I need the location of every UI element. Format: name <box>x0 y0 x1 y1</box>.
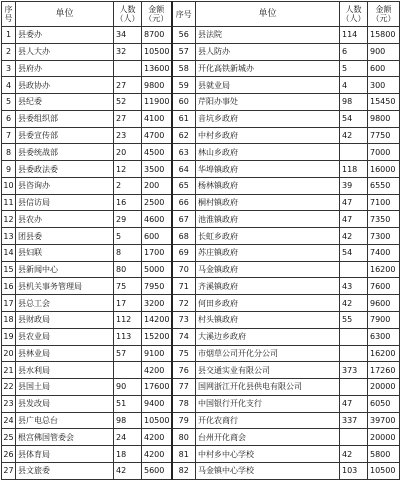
row-people-left: 112 <box>114 312 142 329</box>
row-seq-left: 15 <box>2 261 16 278</box>
row-amount-left: 8700 <box>142 27 172 44</box>
row-people-left: 17 <box>114 295 142 312</box>
row-amount-left: 15200 <box>142 328 172 345</box>
row-amount-left: 4200 <box>142 362 172 379</box>
header-seq-right: 序号 <box>172 2 196 27</box>
row-amount-right: 9800 <box>368 110 400 127</box>
row-people-right <box>340 429 368 446</box>
row-people-right <box>340 379 368 396</box>
row-unit-right: 县交通实业有限公司 <box>196 362 340 379</box>
table-row <box>2 127 400 144</box>
row-amount-right: 16200 <box>368 345 400 362</box>
row-unit-right: 音坑乡政府 <box>196 110 340 127</box>
row-amount-right: 39700 <box>368 412 400 429</box>
row-unit-right: 中村乡中心学校 <box>196 446 340 463</box>
row-unit-left: 县委政法委 <box>16 161 114 178</box>
row-people-right: 42 <box>340 228 368 245</box>
row-people-right <box>340 328 368 345</box>
row-amount-left: 200 <box>142 177 172 194</box>
row-seq-right: 61 <box>172 110 196 127</box>
table-row <box>2 144 400 161</box>
row-seq-right: 60 <box>172 94 196 111</box>
row-people-left: 29 <box>114 211 142 228</box>
row-seq-left: 25 <box>2 429 16 446</box>
row-unit-right: 开化高铁新城办 <box>196 60 340 77</box>
row-seq-right: 70 <box>172 261 196 278</box>
row-unit-right: 村头镇政府 <box>196 312 340 329</box>
row-amount-left: 5600 <box>142 462 172 479</box>
row-seq-right: 68 <box>172 228 196 245</box>
row-amount-right: 15450 <box>368 94 400 111</box>
row-seq-left: 26 <box>2 446 16 463</box>
row-amount-right: 300 <box>368 77 400 94</box>
row-amount-left: 3500 <box>142 161 172 178</box>
row-people-right: 118 <box>340 161 368 178</box>
table-row <box>2 27 400 44</box>
row-people-left: 24 <box>114 429 142 446</box>
table-body <box>2 27 400 480</box>
row-seq-left: 9 <box>2 161 16 178</box>
row-people-right: 47 <box>340 211 368 228</box>
row-unit-left: 根宫佛国管委会 <box>16 429 114 446</box>
row-seq-left: 22 <box>2 379 16 396</box>
row-seq-right: 63 <box>172 144 196 161</box>
row-people-left <box>114 60 142 77</box>
row-people-right: 4 <box>340 77 368 94</box>
row-amount-right: 7600 <box>368 278 400 295</box>
header-unit-right: 单位 <box>196 2 340 27</box>
row-people-right: 98 <box>340 94 368 111</box>
row-people-left: 80 <box>114 261 142 278</box>
row-people-left: 27 <box>114 110 142 127</box>
row-seq-left: 23 <box>2 395 16 412</box>
row-seq-left: 10 <box>2 177 16 194</box>
row-unit-left: 县新闻中心 <box>16 261 114 278</box>
row-people-left: 52 <box>114 94 142 111</box>
row-people-left: 75 <box>114 278 142 295</box>
row-people-left: 113 <box>114 328 142 345</box>
row-people-left: 18 <box>114 446 142 463</box>
row-seq-right: 57 <box>172 43 196 60</box>
row-seq-right: 56 <box>172 27 196 44</box>
row-unit-left: 县委宣传部 <box>16 127 114 144</box>
row-seq-left: 16 <box>2 278 16 295</box>
row-seq-left: 1 <box>2 27 16 44</box>
row-people-right: 47 <box>340 194 368 211</box>
row-people-left: 42 <box>114 462 142 479</box>
row-seq-left: 4 <box>2 77 16 94</box>
table-row <box>2 228 400 245</box>
row-amount-left: 10500 <box>142 43 172 60</box>
row-unit-right: 市烟草公司开化分公司 <box>196 345 340 362</box>
row-unit-left: 县人大办 <box>16 43 114 60</box>
row-amount-right: 7300 <box>368 228 400 245</box>
row-people-left: 51 <box>114 395 142 412</box>
row-unit-right: 芹阳办事处 <box>196 94 340 111</box>
donation-table <box>1 1 400 480</box>
row-amount-left: 1700 <box>142 244 172 261</box>
row-people-right: 5 <box>340 60 368 77</box>
row-unit-left: 县咨询办 <box>16 177 114 194</box>
row-amount-right: 6550 <box>368 177 400 194</box>
row-seq-right: 82 <box>172 462 196 479</box>
row-unit-right: 苏庄镇政府 <box>196 244 340 261</box>
row-amount-right: 10500 <box>368 462 400 479</box>
row-unit-left: 县财政局 <box>16 312 114 329</box>
row-seq-right: 77 <box>172 379 196 396</box>
row-seq-left: 12 <box>2 211 16 228</box>
row-unit-left: 县机关事务管理局 <box>16 278 114 295</box>
row-unit-left: 县文旅委 <box>16 462 114 479</box>
row-people-right: 337 <box>340 412 368 429</box>
row-unit-left: 县体育局 <box>16 446 114 463</box>
table-row <box>2 110 400 127</box>
row-amount-left: 2500 <box>142 194 172 211</box>
row-amount-right: 16000 <box>368 161 400 178</box>
row-unit-left: 县水利局 <box>16 362 114 379</box>
row-unit-right: 林山乡政府 <box>196 144 340 161</box>
row-unit-right: 长虹乡政府 <box>196 228 340 245</box>
row-unit-right: 池淮镇政府 <box>196 211 340 228</box>
row-unit-left: 县农业局 <box>16 328 114 345</box>
row-amount-right: 9600 <box>368 295 400 312</box>
row-people-right: 42 <box>340 295 368 312</box>
row-amount-left: 11900 <box>142 94 172 111</box>
row-amount-right: 20000 <box>368 379 400 396</box>
row-amount-left: 9400 <box>142 395 172 412</box>
row-people-right: 42 <box>340 127 368 144</box>
row-seq-right: 76 <box>172 362 196 379</box>
row-seq-left: 5 <box>2 94 16 111</box>
table-row <box>2 261 400 278</box>
row-unit-right: 开化农商行 <box>196 412 340 429</box>
row-seq-right: 74 <box>172 328 196 345</box>
row-seq-right: 58 <box>172 60 196 77</box>
table-row <box>2 395 400 412</box>
table-row <box>2 161 400 178</box>
row-unit-right: 台州开化商会 <box>196 429 340 446</box>
row-unit-right: 中国银行开化支行 <box>196 395 340 412</box>
row-amount-right: 6300 <box>368 328 400 345</box>
row-people-right <box>340 261 368 278</box>
row-people-right: 103 <box>340 462 368 479</box>
row-people-left: 2 <box>114 177 142 194</box>
row-people-left: 32 <box>114 43 142 60</box>
row-unit-left: 县总工会 <box>16 295 114 312</box>
table-row <box>2 446 400 463</box>
row-amount-right: 17260 <box>368 362 400 379</box>
row-amount-right: 7900 <box>368 312 400 329</box>
table-row <box>2 177 400 194</box>
row-amount-right: 5800 <box>368 446 400 463</box>
table-row <box>2 429 400 446</box>
row-amount-right: 16200 <box>368 261 400 278</box>
table-row <box>2 77 400 94</box>
row-amount-right: 6050 <box>368 395 400 412</box>
row-people-left: 23 <box>114 127 142 144</box>
row-people-right: 47 <box>340 395 368 412</box>
row-seq-right: 71 <box>172 278 196 295</box>
row-seq-left: 17 <box>2 295 16 312</box>
row-people-right: 6 <box>340 43 368 60</box>
table-row <box>2 412 400 429</box>
row-amount-right: 7000 <box>368 144 400 161</box>
row-people-right: 54 <box>340 244 368 261</box>
row-seq-right: 78 <box>172 395 196 412</box>
row-people-left: 98 <box>114 412 142 429</box>
table-row <box>2 295 400 312</box>
row-seq-right: 81 <box>172 446 196 463</box>
row-amount-left: 4600 <box>142 211 172 228</box>
row-unit-left: 县信访局 <box>16 194 114 211</box>
row-unit-left: 县妇联 <box>16 244 114 261</box>
row-unit-left: 县广电总台 <box>16 412 114 429</box>
row-seq-left: 6 <box>2 110 16 127</box>
row-seq-left: 7 <box>2 127 16 144</box>
row-seq-left: 18 <box>2 312 16 329</box>
row-seq-left: 19 <box>2 328 16 345</box>
row-amount-left: 9100 <box>142 345 172 362</box>
header-amount-right: 金额（元） <box>368 2 400 27</box>
row-people-right: 55 <box>340 312 368 329</box>
row-unit-right: 齐溪镇政府 <box>196 278 340 295</box>
row-unit-right: 国网浙江开化县供电有限公司 <box>196 379 340 396</box>
row-unit-right: 县人防办 <box>196 43 340 60</box>
row-amount-right: 15800 <box>368 27 400 44</box>
table-row <box>2 278 400 295</box>
row-unit-left: 县委统战部 <box>16 144 114 161</box>
row-unit-left: 县国土局 <box>16 379 114 396</box>
row-unit-left: 县府办 <box>16 60 114 77</box>
row-seq-right: 66 <box>172 194 196 211</box>
header-seq-left: 序号 <box>2 2 16 27</box>
row-unit-left: 县政协办 <box>16 77 114 94</box>
row-people-left: 8 <box>114 244 142 261</box>
row-unit-right: 马金镇政府 <box>196 261 340 278</box>
row-seq-right: 64 <box>172 161 196 178</box>
row-unit-right: 中村乡政府 <box>196 127 340 144</box>
row-people-left <box>114 362 142 379</box>
row-people-right: 39 <box>340 177 368 194</box>
row-amount-left: 10500 <box>142 412 172 429</box>
row-people-right: 114 <box>340 27 368 44</box>
row-people-left: 27 <box>114 77 142 94</box>
row-amount-left: 4500 <box>142 144 172 161</box>
row-amount-left: 4200 <box>142 429 172 446</box>
row-people-left: 90 <box>114 379 142 396</box>
row-seq-right: 72 <box>172 295 196 312</box>
row-amount-right: 900 <box>368 43 400 60</box>
header-unit-left: 单位 <box>16 2 114 27</box>
header-people-left: 人数（人） <box>114 2 142 27</box>
row-seq-left: 27 <box>2 462 16 479</box>
table-row <box>2 379 400 396</box>
row-amount-left: 3200 <box>142 295 172 312</box>
row-unit-right: 县就业局 <box>196 77 340 94</box>
row-amount-left: 4200 <box>142 446 172 463</box>
row-amount-left: 5000 <box>142 261 172 278</box>
row-unit-left: 县委办 <box>16 27 114 44</box>
row-amount-left: 13600 <box>142 60 172 77</box>
row-people-right: 54 <box>340 110 368 127</box>
row-amount-right: 20000 <box>368 429 400 446</box>
row-seq-right: 69 <box>172 244 196 261</box>
row-amount-left: 4700 <box>142 127 172 144</box>
row-seq-right: 65 <box>172 177 196 194</box>
row-amount-right: 7750 <box>368 127 400 144</box>
table-row <box>2 362 400 379</box>
table-row <box>2 60 400 77</box>
row-seq-left: 8 <box>2 144 16 161</box>
row-people-left: 5 <box>114 228 142 245</box>
row-seq-left: 20 <box>2 345 16 362</box>
row-amount-left: 17600 <box>142 379 172 396</box>
row-seq-left: 24 <box>2 412 16 429</box>
row-people-right: 43 <box>340 278 368 295</box>
row-amount-right: 7350 <box>368 211 400 228</box>
row-people-right <box>340 345 368 362</box>
row-people-right: 373 <box>340 362 368 379</box>
table-header <box>2 2 400 27</box>
row-people-left: 34 <box>114 27 142 44</box>
table-row <box>2 43 400 60</box>
row-unit-right: 马金镇中心学校 <box>196 462 340 479</box>
table-row <box>2 211 400 228</box>
row-seq-left: 3 <box>2 60 16 77</box>
row-seq-left: 14 <box>2 244 16 261</box>
row-unit-left: 县林业局 <box>16 345 114 362</box>
row-amount-left: 14200 <box>142 312 172 329</box>
table-row <box>2 244 400 261</box>
row-seq-right: 79 <box>172 412 196 429</box>
row-amount-left: 600 <box>142 228 172 245</box>
table-row <box>2 345 400 362</box>
row-unit-right: 华埠镇政府 <box>196 161 340 178</box>
row-seq-left: 13 <box>2 228 16 245</box>
row-unit-right: 何田乡政府 <box>196 295 340 312</box>
row-seq-right: 67 <box>172 211 196 228</box>
row-seq-left: 21 <box>2 362 16 379</box>
row-seq-right: 59 <box>172 77 196 94</box>
row-amount-right: 600 <box>368 60 400 77</box>
row-people-left: 16 <box>114 194 142 211</box>
row-unit-right: 桐村镇政府 <box>196 194 340 211</box>
row-seq-right: 80 <box>172 429 196 446</box>
row-amount-left: 7950 <box>142 278 172 295</box>
row-unit-left: 县农办 <box>16 211 114 228</box>
table-row <box>2 94 400 111</box>
row-unit-left: 县委组织部 <box>16 110 114 127</box>
table-row <box>2 462 400 479</box>
row-unit-right: 县法院 <box>196 27 340 44</box>
row-unit-left: 县发改局 <box>16 395 114 412</box>
row-seq-right: 75 <box>172 345 196 362</box>
table-row <box>2 328 400 345</box>
row-unit-right: 杨林镇政府 <box>196 177 340 194</box>
header-row <box>2 2 400 27</box>
row-people-right <box>340 144 368 161</box>
row-seq-right: 73 <box>172 312 196 329</box>
table-row <box>2 194 400 211</box>
row-people-left: 12 <box>114 161 142 178</box>
row-people-left: 57 <box>114 345 142 362</box>
row-seq-right: 62 <box>172 127 196 144</box>
row-seq-left: 11 <box>2 194 16 211</box>
row-unit-right: 大溪边乡政府 <box>196 328 340 345</box>
row-people-left: 20 <box>114 144 142 161</box>
row-amount-right: 7400 <box>368 244 400 261</box>
row-amount-left: 4100 <box>142 110 172 127</box>
table-row <box>2 312 400 329</box>
row-amount-left: 9800 <box>142 77 172 94</box>
row-unit-left: 团县委 <box>16 228 114 245</box>
header-amount-left: 金额（元） <box>142 2 172 27</box>
row-people-right: 42 <box>340 446 368 463</box>
row-unit-left: 县纪委 <box>16 94 114 111</box>
row-amount-right: 7100 <box>368 194 400 211</box>
header-people-right: 人数（人） <box>340 2 368 27</box>
row-seq-left: 2 <box>2 43 16 60</box>
